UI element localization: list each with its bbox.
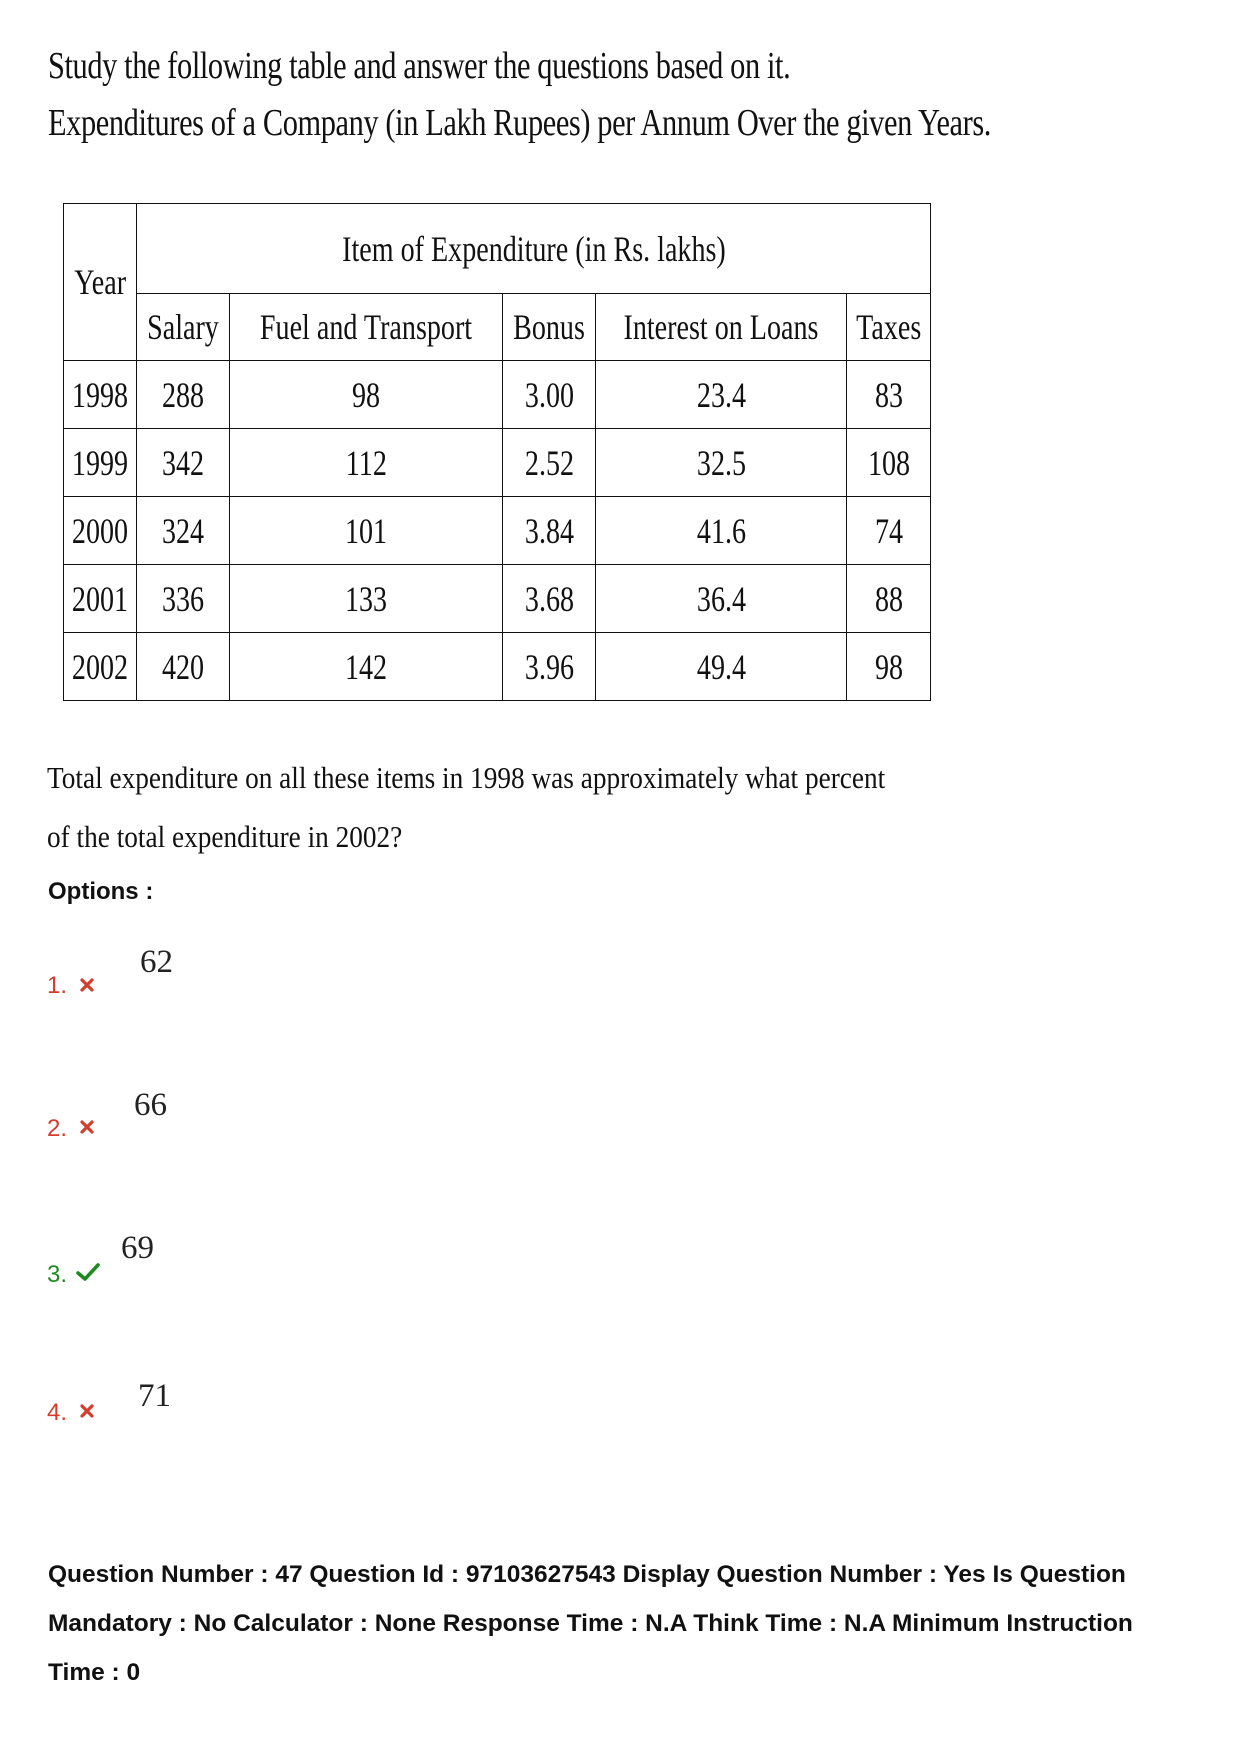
question-heading: [48, 38, 1198, 152]
table-row: [64, 429, 931, 497]
option-value[interactable]: 66: [134, 1087, 167, 1123]
table-row: [64, 565, 931, 633]
metadata-line: Time : 0: [48, 1659, 141, 1686]
table-cell: 36.4: [596, 565, 847, 633]
table-title: Expenditures of a Company (in Lakh Rupees) per Annum Over the given Years.: [48, 102, 991, 144]
table-cell: 3.68: [503, 565, 596, 633]
column-header: Interest on Loans: [596, 294, 847, 361]
table-cell: 288: [137, 361, 230, 429]
table-cell: 3.84: [503, 497, 596, 565]
option-number: 1.: [47, 972, 68, 999]
table-cell: 420: [137, 633, 230, 701]
question-line: Total expenditure on all these items in 1998 was approximately what percent: [47, 760, 886, 795]
table-row: [64, 497, 931, 565]
option-number: 4.: [47, 1399, 68, 1426]
column-header: Salary: [137, 294, 230, 361]
table-cell: 74: [846, 497, 930, 565]
table-cell: 342: [137, 429, 230, 497]
checkmark-icon: [75, 1262, 101, 1282]
question-line: of the total expenditure in 2002?: [47, 819, 403, 854]
column-header: Bonus: [503, 294, 596, 361]
cross-icon: [79, 1119, 95, 1135]
table-cell: 3.96: [503, 633, 596, 701]
year-cell: 2001: [64, 565, 137, 633]
table-cell: 133: [229, 565, 502, 633]
table-cell: 23.4: [596, 361, 847, 429]
table-cell: 112: [229, 429, 502, 497]
table-cell: 98: [846, 633, 930, 701]
group-header: Item of Expenditure (in Rs. lakhs): [137, 204, 931, 294]
option-value[interactable]: 62: [140, 944, 173, 980]
table-cell: 3.00: [503, 361, 596, 429]
table-cell: 2.52: [503, 429, 596, 497]
year-cell: 1999: [64, 429, 137, 497]
instruction-text: Study the following table and answer the questions based on it.: [48, 45, 791, 87]
table-cell: 98: [229, 361, 502, 429]
table-cell: 32.5: [596, 429, 847, 497]
table-cell: 88: [846, 565, 930, 633]
table-cell: 49.4: [596, 633, 847, 701]
table-cell: 324: [137, 497, 230, 565]
cross-icon: [79, 977, 95, 993]
table-cell: 142: [229, 633, 502, 701]
table-cell: 83: [846, 361, 930, 429]
table-cell: 336: [137, 565, 230, 633]
options-label: Options :: [48, 878, 154, 905]
column-header: Taxes: [846, 294, 930, 361]
table-row: [64, 633, 931, 701]
expenditure-table: [63, 203, 931, 701]
metadata-line: Question Number : 47 Question Id : 97103627543 Display Question Number : Yes Is Question: [48, 1561, 1126, 1588]
cross-icon: [79, 1403, 95, 1419]
question-metadata: [48, 1550, 1208, 1697]
table-cell: 108: [846, 429, 930, 497]
question-text: [47, 748, 1147, 866]
metadata-line: Mandatory : No Calculator : None Response Time : N.A Think Time : N.A Minimum Instruction: [48, 1610, 1133, 1637]
table-row: [64, 361, 931, 429]
option-number: 3.: [47, 1261, 68, 1288]
table-cell: 41.6: [596, 497, 847, 565]
year-cell: 2000: [64, 497, 137, 565]
option-value[interactable]: 69: [121, 1230, 154, 1266]
year-cell: 2002: [64, 633, 137, 701]
column-header: Fuel and Transport: [229, 294, 502, 361]
option-value[interactable]: 71: [138, 1378, 171, 1414]
option-number: 2.: [47, 1115, 68, 1142]
year-cell: 1998: [64, 361, 137, 429]
year-header: Year: [64, 204, 137, 361]
table-cell: 101: [229, 497, 502, 565]
